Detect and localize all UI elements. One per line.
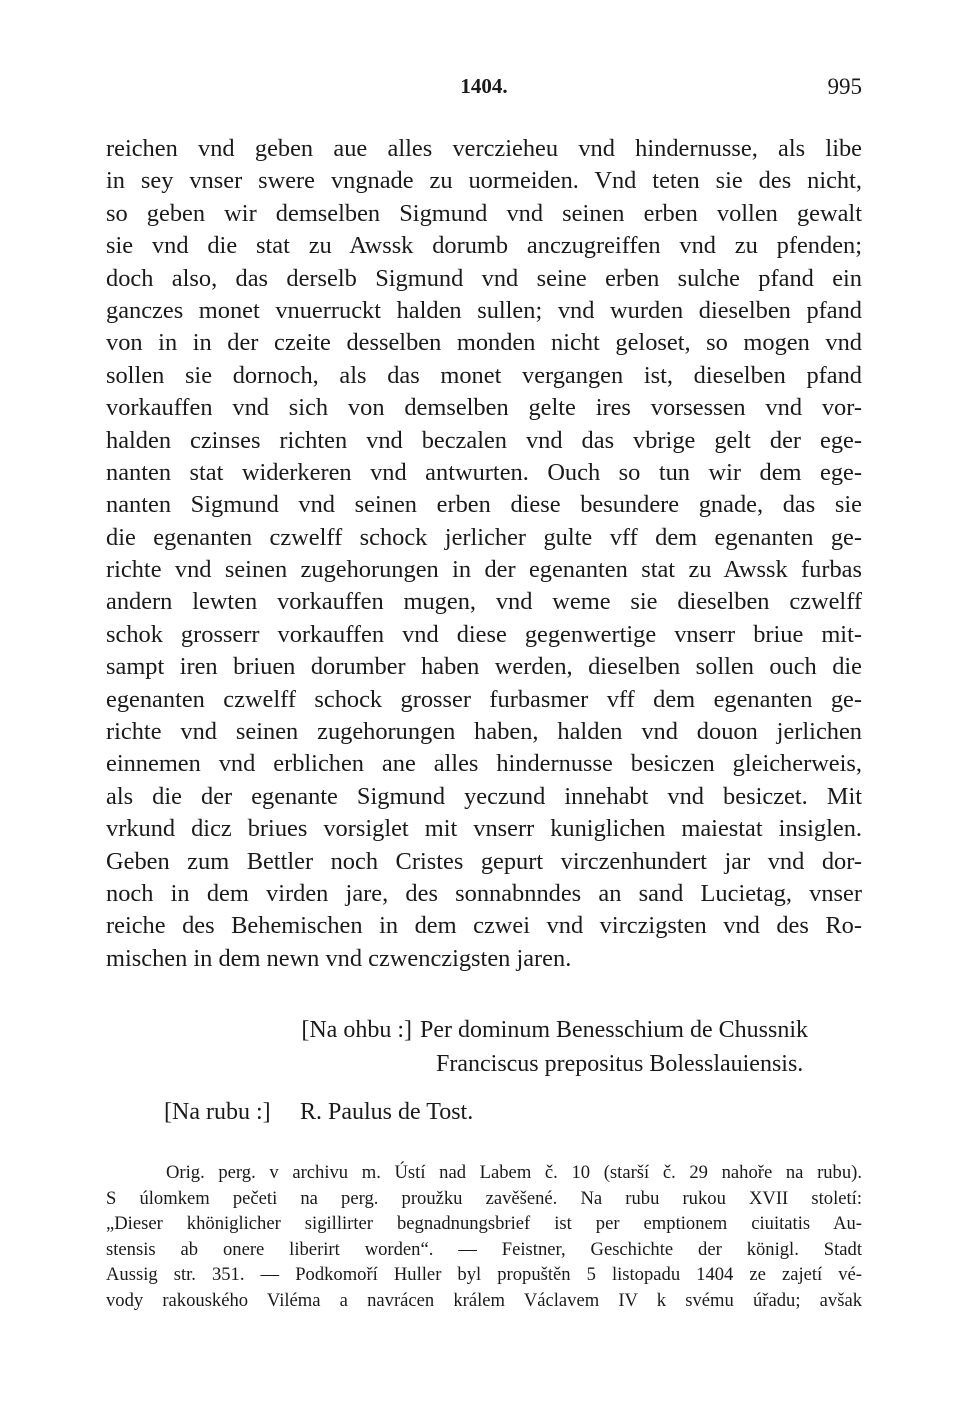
text-line: richte vnd seinen zugehorungen in der egenanten stat zu Awssk furbas xyxy=(106,556,862,584)
text-line: vrkund dicz briues vorsiglet mit vnserr kuniglichen maiestat insiglen. xyxy=(106,815,862,843)
text-line: schok grosserr vorkauffen vnd diese gegenwertige vnserr briue mit- xyxy=(106,620,862,648)
text-line: ganczes monet vnuerruckt halden sullen; vnd wurden dieselben pfand xyxy=(106,296,862,324)
page-number: 995 xyxy=(827,74,862,99)
note-line: „Dieser khöniglicher sigillirter begnadnungsbrief ist per emptionem ciuitatis Au- xyxy=(106,1213,862,1235)
editorial-note xyxy=(106,1160,862,1314)
text-line: sollen sie dornoch, als das monet vergangen ist, dieselben pfand xyxy=(106,361,862,389)
note-line: vody rakouského Viléma a navrácen králem Václavem IV k svému úřadu; avšak xyxy=(106,1289,862,1311)
note-line: stensis ab onere liberirt worden“. — Feistner, Geschichte der königl. Stadt xyxy=(106,1238,862,1260)
text-line: egenanten czwelff schock grosser furbasmer vff dem egenanten ge- xyxy=(106,685,862,713)
text-line: so geben wir demselben Sigmund vnd seinen erben vollen gewalt xyxy=(106,199,862,227)
text-line: mischen in dem newn vnd czwenczigsten jaren. xyxy=(106,944,572,972)
signature-upper-line: Per dominum Benesschium de Chussnik xyxy=(420,1017,808,1043)
text-line: reichen vnd geben aue alles verczieheu vnd hindernusse, als libe xyxy=(106,135,862,162)
text-line: die egenanten czwelff schock jerlicher gulte vff dem egenanten ge- xyxy=(106,523,862,551)
page-year: 1404. xyxy=(460,74,508,98)
signature-lower-label: [Na rubu :] xyxy=(164,1099,271,1125)
text-line: als die der egenante Sigmund yeczund innehabt vnd besiczet. Mit xyxy=(106,782,862,810)
note-line: Orig. perg. v archivu m. Ústí nad Labem č. 10 (starší č. 29 nahoře na rubu). xyxy=(166,1162,862,1183)
signature-upper-row-2 xyxy=(106,1047,862,1081)
text-line: richte vnd seinen zugehorungen haben, halden vnd douon jerlichen xyxy=(106,718,862,746)
text-line: andern lewten vorkauffen mugen, vnd weme sie dieselben czwelff xyxy=(106,588,862,616)
note-line: Aussig str. 351. — Podkomoří Huller byl propuštěn 5 listopadu 1404 ze zajetí vé- xyxy=(106,1264,862,1286)
note-line: S úlomkem pečeti na perg. proužku zavěšené. Na rubu rukou XVII století: xyxy=(106,1187,862,1209)
running-header xyxy=(106,74,862,104)
signature-upper-row xyxy=(106,1013,862,1047)
text-line: sie vnd die stat zu Awssk dorumb anczugreiffen vnd zu pfenden; xyxy=(106,232,862,260)
main-text xyxy=(106,133,862,975)
text-line: nanten stat widerkeren vnd antwurten. Ouch so tun wir dem ege- xyxy=(106,458,862,486)
text-line: reiche des Behemischen in dem czwei vnd virczigsten vnd des Ro- xyxy=(106,912,862,940)
signature-lower-row xyxy=(106,1095,862,1129)
signature-block xyxy=(106,1013,862,1129)
text-line: Geben zum Bettler noch Cristes gepurt virczenhundert jar vnd dor- xyxy=(106,847,862,875)
text-line: halden czinses richten vnd beczalen vnd das vbrige gelt der ege- xyxy=(106,426,862,454)
signature-upper-label: [Na ohbu :] xyxy=(301,1017,412,1043)
text-line: doch also, das derselb Sigmund vnd seine erben sulche pfand ein xyxy=(106,264,862,292)
text-line: einnemen vnd erblichen ane alles hindernusse besiczen gleicherweis, xyxy=(106,750,862,778)
text-line: vorkauffen vnd sich von demselben gelte ires vorsessen vnd vor- xyxy=(106,394,862,422)
text-line: von in in der czeite desselben monden nicht geloset, so mogen vnd xyxy=(106,329,862,357)
text-line: nanten Sigmund vnd seinen erben diese besundere gnade, das sie xyxy=(106,491,862,519)
signature-upper-line: Franciscus prepositus Bolesslauiensis. xyxy=(436,1051,804,1077)
signature-lower-text: R. Paulus de Tost. xyxy=(300,1099,474,1125)
text-line: noch in dem virden jare, des sonnabnndes an sand Lucietag, vnser xyxy=(106,879,862,907)
text-line: sampt iren briuen dorumber haben werden, dieselben sollen ouch die xyxy=(106,653,862,681)
text-line: in sey vnser swere vngnade zu uormeiden. Vnd teten sie des nicht, xyxy=(106,167,862,195)
